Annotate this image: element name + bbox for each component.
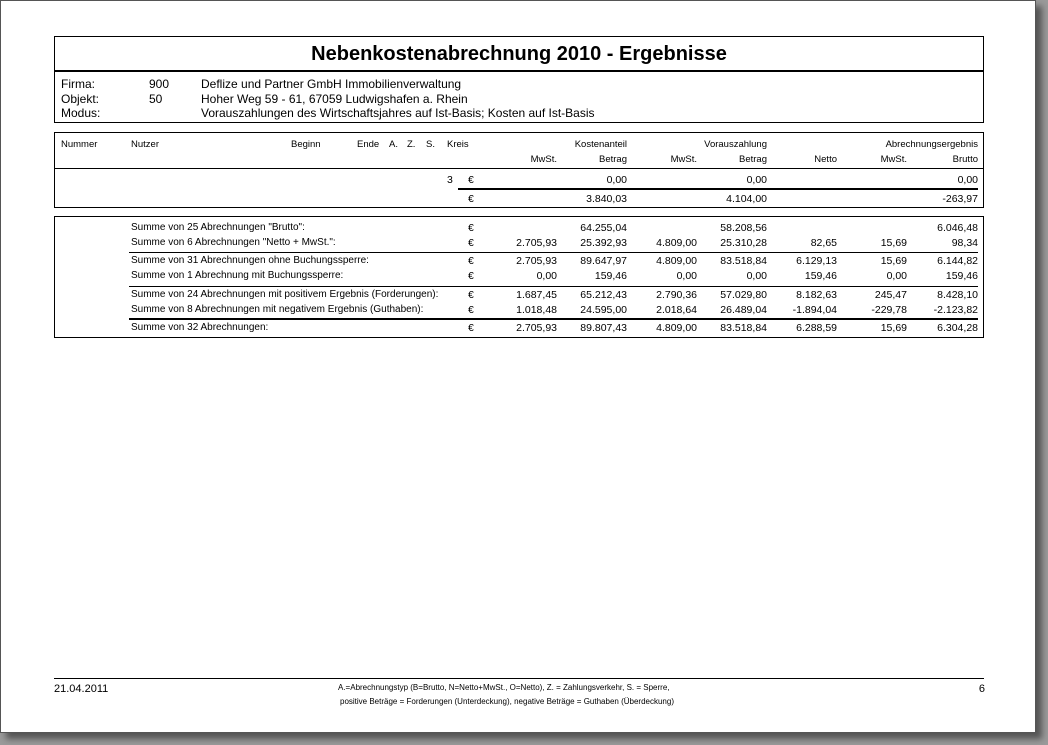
col-mwst-kosten: MwSt.: [530, 154, 557, 165]
summary-brutto: 98,34: [951, 237, 978, 249]
summary-mwst-kosten: 2.705,93: [516, 255, 557, 267]
col-netto: Netto: [814, 154, 837, 165]
summary-mwst-voraus: 2.790,36: [656, 289, 697, 301]
summary-divider: [129, 318, 978, 320]
summary-netto: 6.288,59: [796, 322, 837, 334]
col-nummer: Nummer: [61, 139, 98, 150]
summary-currency: €: [468, 304, 474, 316]
summary-betrag-voraus: 26.489,04: [720, 304, 767, 316]
summary-betrag-voraus: 0,00: [746, 270, 767, 282]
info-value-objekt: Hoher Weg 59 - 61, 67059 Ludwigshafen a. Rhein: [201, 92, 468, 106]
group-brutto: 0,00: [957, 174, 978, 186]
col-a: A.: [389, 139, 398, 150]
col-kreis: Kreis: [447, 139, 469, 150]
summary-brutto: 8.428,10: [937, 289, 978, 301]
summary-divider: [129, 252, 978, 253]
summary-label: Summe von 32 Abrechnungen:: [131, 322, 269, 333]
summary-mwst-voraus: 2.018,64: [656, 304, 697, 316]
results-table: [54, 132, 984, 208]
summary-netto: 8.182,63: [796, 289, 837, 301]
col-s: S.: [426, 139, 435, 150]
col-mwst-voraus: MwSt.: [670, 154, 697, 165]
col-brutto: Brutto: [952, 154, 978, 165]
group-kreis: 3: [447, 174, 453, 186]
total-currency: €: [468, 193, 474, 205]
summary-brutto: 6.046,48: [937, 222, 978, 234]
info-label-modus: Modus:: [61, 106, 101, 120]
col-beginn: Beginn: [291, 139, 321, 150]
col-z: Z.: [407, 139, 416, 150]
summary-netto: 82,65: [810, 237, 837, 249]
col-betrag-kosten: Betrag: [599, 154, 627, 165]
col-betrag-voraus: Betrag: [739, 154, 767, 165]
summary-betrag-kosten: 89.647,97: [580, 255, 627, 267]
col-abrechnungsergebnis: Abrechnungsergebnis: [885, 139, 978, 150]
footer-legend-2: positive Beträge = Forderungen (Unterdeckung), negative Beträge = Guthaben (Überdeckung): [340, 697, 674, 706]
summary-mwst-ergebnis: -229,78: [871, 304, 907, 316]
summary-currency: €: [468, 270, 474, 282]
col-ende: Ende: [357, 139, 380, 150]
summary-mwst-voraus: 4.809,00: [656, 322, 697, 334]
summary-label: Summe von 25 Abrechnungen "Brutto":: [131, 222, 305, 233]
group-currency: €: [468, 174, 474, 186]
summary-mwst-voraus: 4.809,00: [656, 255, 697, 267]
page-title: Nebenkostenabrechnung 2010 - Ergebnisse: [311, 43, 727, 65]
info-code-objekt: 50: [149, 92, 163, 106]
summary-table: [54, 216, 984, 338]
info-label-objekt: Objekt:: [61, 92, 100, 106]
summary-label: Summe von 6 Abrechnungen "Netto + MwSt.":: [131, 237, 336, 248]
info-value-modus: Vorauszahlungen des Wirtschaftsjahres auf Ist-Basis; Kosten auf Ist-Basis: [201, 106, 595, 120]
summary-mwst-ergebnis: 15,69: [880, 322, 907, 334]
col-mwst-ergebnis: MwSt.: [880, 154, 907, 165]
summary-brutto: -2.123,82: [933, 304, 978, 316]
summary-label: Summe von 1 Abrechnung mit Buchungssperre:: [131, 270, 344, 281]
summary-mwst-voraus: 0,00: [676, 270, 697, 282]
summary-betrag-voraus: 58.208,56: [720, 222, 767, 234]
summary-currency: €: [468, 255, 474, 267]
summary-currency: €: [468, 237, 474, 249]
header-divider: [55, 168, 983, 169]
summary-mwst-kosten: 1.687,45: [516, 289, 557, 301]
summary-label: Summe von 8 Abrechnungen mit negativem Ergebnis (Guthaben):: [131, 304, 424, 315]
summary-brutto: 6.144,82: [937, 255, 978, 267]
summary-currency: €: [468, 322, 474, 334]
summary-betrag-kosten: 89.807,43: [580, 322, 627, 334]
summary-betrag-voraus: 57.029,80: [720, 289, 767, 301]
footer-legend-1: A.=Abrechnungstyp (B=Brutto, N=Netto+MwSt., O=Netto), Z. = Zahlungsverkehr, S. = Sperre,: [338, 683, 670, 692]
title-box: [54, 36, 984, 71]
summary-brutto: 6.304,28: [937, 322, 978, 334]
info-box: [54, 71, 984, 123]
summary-betrag-kosten: 65.212,43: [580, 289, 627, 301]
summary-betrag-kosten: 25.392,93: [580, 237, 627, 249]
summary-mwst-voraus: 4.809,00: [656, 237, 697, 249]
summary-mwst-ergebnis: 15,69: [880, 255, 907, 267]
summary-betrag-voraus: 25.310,28: [720, 237, 767, 249]
summary-betrag-kosten: 64.255,04: [580, 222, 627, 234]
summary-netto: 159,46: [804, 270, 837, 282]
info-value-firma: Deflize und Partner GmbH Immobilienverwaltung: [201, 77, 462, 91]
footer-rule: [54, 678, 984, 679]
summary-betrag-kosten: 159,46: [594, 270, 627, 282]
info-label-firma: Firma:: [61, 77, 95, 91]
total-betrag-kosten: 3.840,03: [586, 193, 627, 205]
total-brutto: -263,97: [942, 193, 978, 205]
summary-mwst-ergebnis: 245,47: [874, 289, 907, 301]
summary-label: Summe von 31 Abrechnungen ohne Buchungssperre:: [131, 255, 369, 266]
summary-netto: -1.894,04: [792, 304, 837, 316]
summary-currency: €: [468, 289, 474, 301]
group-betrag-kosten: 0,00: [606, 174, 627, 186]
summary-mwst-kosten: 0,00: [536, 270, 557, 282]
summary-betrag-kosten: 24.595,00: [580, 304, 627, 316]
summary-mwst-kosten: 2.705,93: [516, 237, 557, 249]
summary-currency: €: [468, 222, 474, 234]
footer-date: 21.04.2011: [54, 683, 109, 695]
summary-betrag-voraus: 83.518,84: [720, 255, 767, 267]
total-betrag-voraus: 4.104,00: [726, 193, 767, 205]
col-nutzer: Nutzer: [131, 139, 159, 150]
summary-betrag-voraus: 83.518,84: [720, 322, 767, 334]
summary-mwst-kosten: 1.018,48: [516, 304, 557, 316]
summary-netto: 6.129,13: [796, 255, 837, 267]
footer-page-number: 6: [978, 683, 985, 695]
summary-brutto: 159,46: [945, 270, 978, 282]
col-kostenanteil: Kostenanteil: [574, 139, 627, 150]
group-betrag-voraus: 0,00: [746, 174, 767, 186]
info-code-firma: 900: [149, 77, 170, 91]
group-divider: [458, 188, 978, 190]
summary-mwst-kosten: 2.705,93: [516, 322, 557, 334]
summary-mwst-ergebnis: 15,69: [880, 237, 907, 249]
summary-mwst-ergebnis: 0,00: [886, 270, 907, 282]
summary-divider: [129, 286, 978, 287]
col-vorauszahlung: Vorauszahlung: [704, 139, 767, 150]
summary-label: Summe von 24 Abrechnungen mit positivem Ergebnis (Forderungen):: [131, 289, 439, 300]
